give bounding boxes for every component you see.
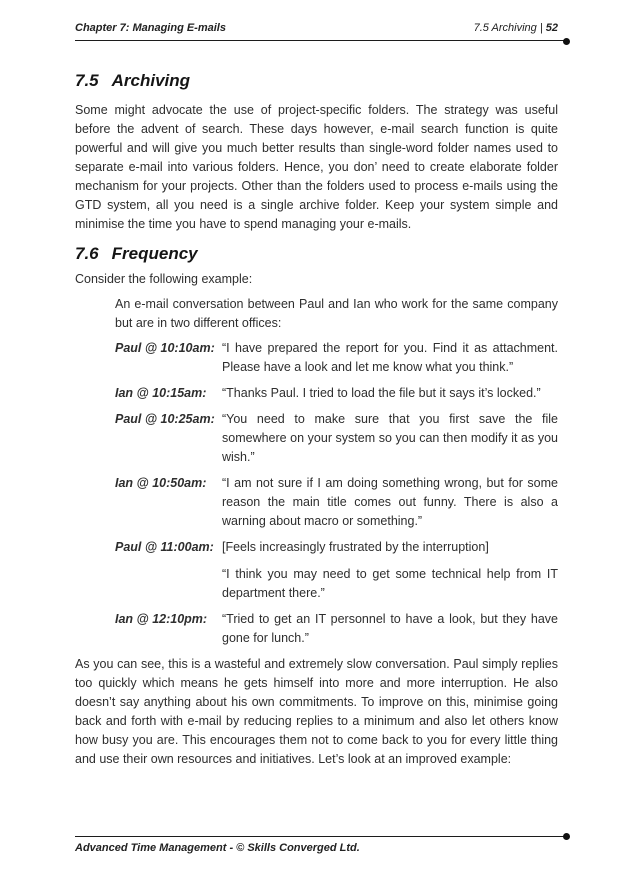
section-heading-archiving xyxy=(75,71,558,91)
speech-text xyxy=(222,538,558,603)
page-header xyxy=(75,22,567,41)
section-number: 7.6 xyxy=(75,244,99,263)
speech-text xyxy=(222,384,558,403)
speech-note: [Feels increasingly frustrated by the interruption] xyxy=(222,540,489,554)
speaker-label: Paul @ 10:10am: xyxy=(115,341,215,355)
page-number: 52 xyxy=(545,22,558,34)
footer-rule-bullet xyxy=(563,833,570,840)
example-block xyxy=(115,295,558,648)
example-description: An e-mail conversation between Paul and Ian who work for the same company but are in two different offices: xyxy=(115,297,558,330)
speech-paragraph: “I have prepared the report for you. Find it as attachment. Please have a look and let me know what you think.” xyxy=(222,341,558,374)
message-row xyxy=(115,610,558,648)
message-row xyxy=(115,339,558,377)
archiving-paragraph: Some might advocate the use of project-specific folders. The strategy was useful before the advent of search. These days however, e-mail search function is quite powerful and will give you much better results than single-word folder names used to separate e-mail into various folders. Hence, you don’ need to create elaborate folder mechanism for your projects. Other than the folders used to process e-mails using the GTD system, all you need is a single archive folder. Keep your system simple and minimise the time you have to spend managing your e-mails. xyxy=(75,103,558,231)
section-heading-frequency xyxy=(75,244,558,264)
footer-text: Advanced Time Management - © Skills Converged Ltd. xyxy=(75,842,360,854)
speech-text xyxy=(222,410,558,467)
speech-paragraph: “I think you may need to get some technical help from IT department there.” xyxy=(222,567,558,600)
speech-text xyxy=(222,339,558,377)
speech-paragraph: “Tried to get an IT personnel to have a look, but they have gone for lunch.” xyxy=(222,612,558,645)
frequency-conclusion: As you can see, this is a wasteful and extremely slow conversation. Paul simply replies too quickly which means he gets himself into more and more interruption. He also doesn’t say anything about his own commitments. To improve on this, minimise going back and forth with e-mail by reducing replies to a minimum and also let others know how busy you are. This encourages them not to come back to you for every little thing and use their own resources and initiatives. Let’s look at an improved example: xyxy=(75,657,558,766)
speech-paragraph: “You need to make sure that you first save the file somewhere on your system so you can then modify it as you wish.” xyxy=(222,412,558,464)
header-separator: | xyxy=(539,22,543,34)
speaker-label: Paul @ 10:25am: xyxy=(115,412,215,426)
speech-paragraph: “Thanks Paul. I tried to load the file but it says it’s locked.” xyxy=(222,386,541,400)
header-rule-bullet xyxy=(563,38,570,45)
section-number: 7.5 xyxy=(75,71,99,90)
speaker-label: Paul @ 11:00am: xyxy=(115,540,214,554)
message-row xyxy=(115,474,558,531)
frequency-intro: Consider the following example: xyxy=(75,272,253,286)
page-footer xyxy=(75,836,567,854)
section-title: Archiving xyxy=(111,71,191,90)
message-row xyxy=(115,410,558,467)
speech-text xyxy=(222,610,558,648)
section-title: Frequency xyxy=(111,244,198,263)
speaker-label: Ian @ 12:10pm: xyxy=(115,612,208,626)
speaker-label: Ian @ 10:15am: xyxy=(115,386,207,400)
header-chapter-title: Chapter 7: Managing E-mails xyxy=(75,22,226,34)
header-section-ref xyxy=(474,22,558,34)
message-row xyxy=(115,538,558,603)
header-section-label: 7.5 Archiving xyxy=(473,22,537,34)
speech-text xyxy=(222,474,558,531)
message-row xyxy=(115,384,558,403)
footer-rule xyxy=(75,836,567,837)
speaker-label: Ian @ 10:50am: xyxy=(115,476,207,490)
speech-paragraph: “I am not sure if I am doing something wrong, but for some reason the main title comes out funny. There is also a warning about macro or something.” xyxy=(222,476,558,528)
conversation xyxy=(115,339,558,648)
